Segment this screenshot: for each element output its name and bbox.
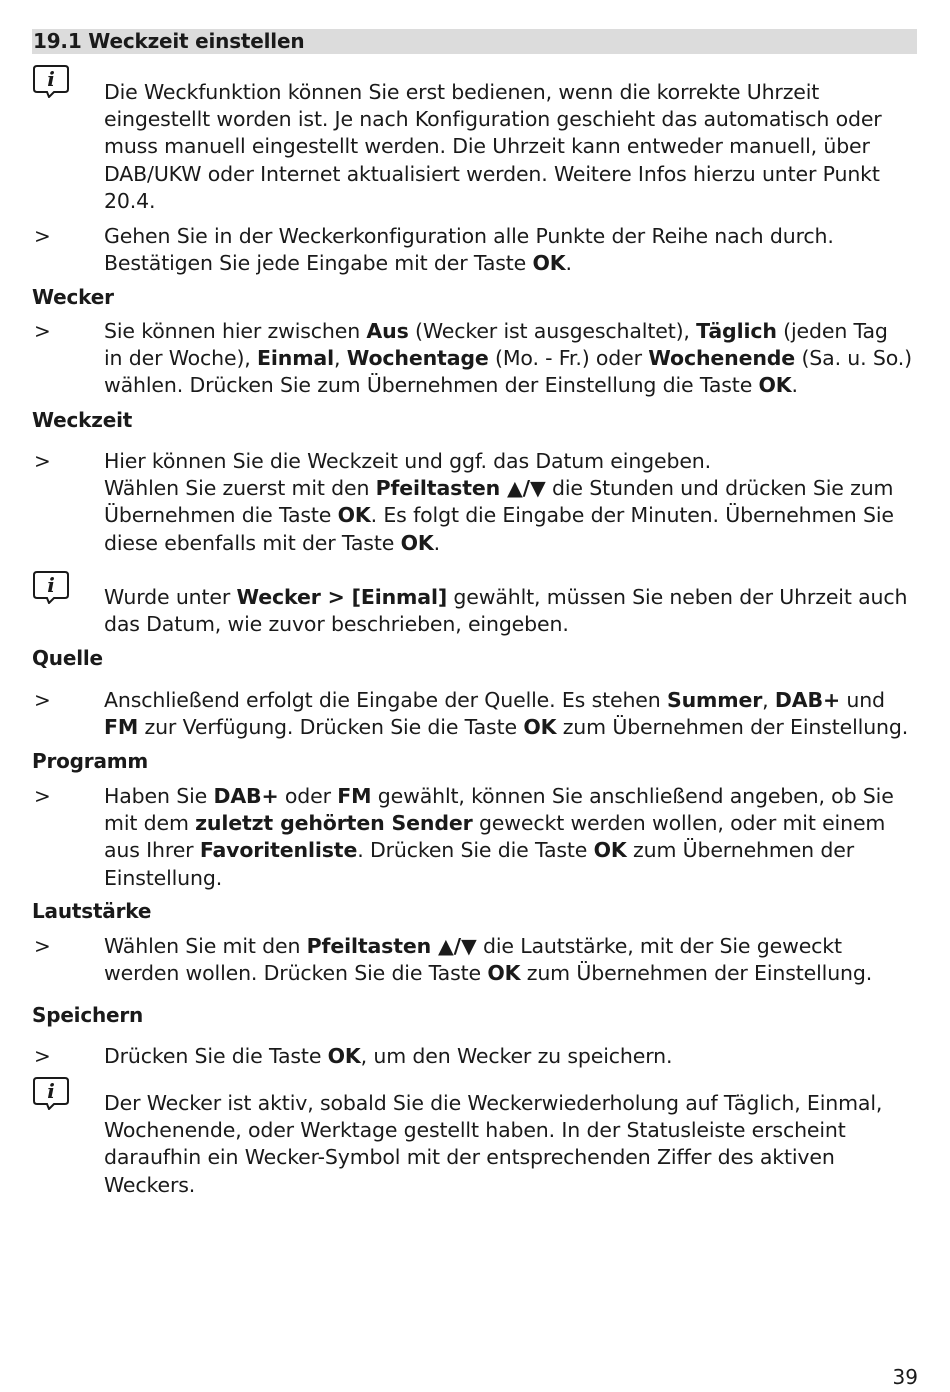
info-icon [32,64,70,98]
heading-speichern: Speichern [32,1003,144,1027]
text-wecker: Sie können hier zwischen Aus (Wecker ist ausgeschaltet), Täglich (jeden Tag in der Woche), Einmal, Wochentage (Mo. - Fr.) oder Wochenende (Sa. u. So.) wählen. Drücken Sie zum Übernehmen der Einstellung die Taste OK. [104,319,912,398]
text-speichern: Drücken Sie die Taste OK, um den Wecker zu speichern. [104,1044,673,1068]
heading-programm: Programm [32,749,149,773]
info-note-time: Die Weckfunktion können Sie erst bedienen, wenn die korrekte Uhrzeit eingestellt worden ist. Je nach Konfiguration geschieht das automatisch oder muss manuell eingestellt werden. Die Uhrzeit kann entweder manuell, über DAB/UKW oder Internet aktualisiert werden. Weitere Infos hierzu unter Punkt 20.4. [104,80,882,213]
step-marker: > [34,224,51,248]
page-number: 39 [892,1365,918,1389]
info-note-active: Der Wecker ist aktiv, sobald Sie die Weckerwiederholung auf Täglich, Einmal, Wochenende, oder Werktage gestellt haben. In der Statusleiste erscheint daraufhin ein Wecker-Symbol mit der entsprechenden Ziffer des aktiven Weckers. [104,1091,883,1197]
step-marker: > [34,784,51,808]
section-header-bar [32,29,917,54]
text-weckzeit: Hier können Sie die Weckzeit und ggf. das Datum eingeben. Wählen Sie zuerst mit den Pfeiltasten ▲/▼ die Stunden und drücken Sie zum Übernehmen die Taste OK. Es folgt die Eingabe der Minuten. Übernehmen Sie diese ebenfalls mit der Taste OK. [104,449,894,555]
section-title: 19.1 Weckzeit einstellen [33,29,305,53]
step-marker: > [34,449,51,473]
step-config-all: Gehen Sie in der Weckerkonfiguration alle Punkte der Reihe nach durch. Bestätigen Sie jede Eingabe mit der Taste OK. [104,224,834,276]
step-marker: > [34,1044,51,1068]
info-note-einmal: Wurde unter Wecker > [Einmal] gewählt, müssen Sie neben der Uhrzeit auch das Datum, wie zuvor beschrieben, eingeben. [104,585,908,637]
text-quelle: Anschließend erfolgt die Eingabe der Quelle. Es stehen Summer, DAB+ und FM zur Verfügung. Drücken Sie die Taste OK zum Übernehmen der Einstellung. [104,688,909,740]
step-marker: > [34,934,51,958]
step-marker: > [34,688,51,712]
heading-lautstaerke: Lautstärke [32,899,152,923]
svg-text:i: i [47,573,55,597]
heading-wecker: Wecker [32,285,114,309]
text-lautstaerke: Wählen Sie mit den Pfeiltasten ▲/▼ die Lautstärke, mit der Sie geweckt werden wollen. Drücken Sie die Taste OK zum Übernehmen der Einstellung. [104,934,873,986]
text-programm: Haben Sie DAB+ oder FM gewählt, können Sie anschließend angeben, ob Sie mit dem zuletzt gehörten Sender geweckt werden wollen, oder mit einem aus Ihrer Favoritenliste. Drücken Sie die Taste OK zum Übernehmen der Einstellung. [104,784,894,890]
info-icon [32,570,70,604]
step-marker: > [34,319,51,343]
heading-quelle: Quelle [32,646,103,670]
heading-weckzeit: Weckzeit [32,408,133,432]
svg-text:i: i [47,67,55,91]
svg-text:i: i [47,1079,55,1103]
info-icon [32,1076,70,1110]
